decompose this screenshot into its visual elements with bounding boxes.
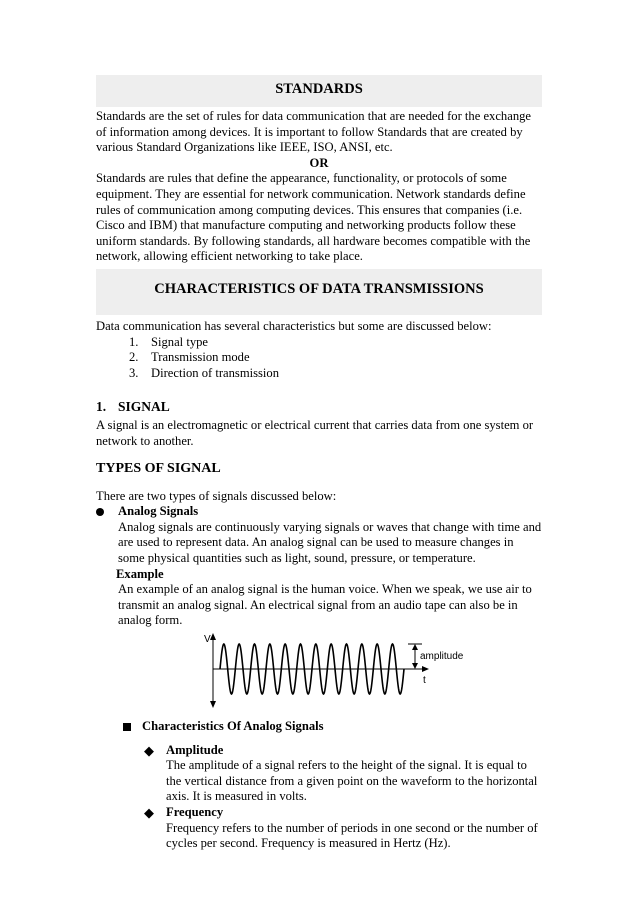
- list-item: 2. Transmission mode: [129, 350, 250, 365]
- analog-characteristics-heading: Characteristics Of Analog Signals: [96, 719, 542, 735]
- amplitude-text: The amplitude of a signal refers to the height of the signal. It is equal to the vertical distance from a given point on the waveform to the horizontal axis. It is measured in volts.: [166, 758, 538, 804]
- t-axis-label: t: [423, 675, 426, 687]
- document-content: [96, 75, 542, 852]
- analog-signals-label: Analog Signals: [118, 504, 199, 519]
- analog-signals-item: [96, 504, 542, 520]
- standards-paragraph-1: Standards are the set of rules for data communication that are needed for the exchange of information among devices. It is important to follow Standards that are created by various Standard Organizations like IEEE, ISO, ANSI, etc.: [96, 109, 532, 155]
- square-bullet-icon: [123, 723, 131, 731]
- amplitude-arrow-up-icon: [412, 644, 418, 650]
- standards-heading: STANDARDS: [96, 75, 542, 107]
- analog-wave-figure: [96, 631, 542, 709]
- diamond-bullet-icon: ◆: [144, 742, 154, 758]
- example-text: An example of an analog signal is the human voice. When we speak, we use air to transmit an analog signal. An electrical signal from an audio tape can also be in analog form.: [118, 582, 532, 628]
- list-item: 1. Signal type: [129, 334, 209, 349]
- characteristics-intro: Data communication has several characteristics but some are discussed below:: [96, 318, 492, 333]
- v-axis-arrow-down-icon: [210, 701, 216, 708]
- signal-heading: 1. SIGNAL: [96, 399, 170, 415]
- example-label: Example: [116, 566, 164, 581]
- analog-wave-svg: [204, 631, 474, 709]
- amplitude-item: ◆ Amplitude: [144, 742, 224, 758]
- frequency-item: ◆ Frequency: [144, 805, 224, 820]
- characteristics-heading: CHARACTERISTICS OF DATA TRANSMISSIONS: [96, 269, 542, 315]
- analog-signals-text: Analog signals are continuously varying signals or waves that change with time and are used to represent data. An analog signal can be used to measure changes in some physical quantities such as light, sound, pressure, or temperature.: [118, 519, 542, 566]
- t-axis-arrow-icon: [422, 666, 429, 672]
- or-separator: OR: [309, 155, 329, 170]
- list-item: 3. Direction of transmission: [129, 365, 280, 380]
- characteristics-list: [96, 335, 542, 382]
- diamond-bullet-icon: ◆: [144, 805, 154, 820]
- signal-definition: A signal is an electromagnetic or electrical current that carries data from one system or network to another.: [96, 417, 534, 448]
- types-of-signal-heading: TYPES OF SIGNAL: [96, 461, 221, 477]
- types-intro: There are two types of signals discussed below:: [96, 488, 337, 503]
- standards-paragraph-2: Standards are rules that define the appearance, functionality, or protocols of some equipment. They are essential for network communication. Network standards define rules of communication among computing devices. This ensures that companies (i.e. Cisco and IBM) that manufacture computing and networking products follow these uniform standards. By following standards, all hardware becomes compatible with the network, allowing efficient networking to take place.: [96, 171, 531, 264]
- amplitude-label: amplitude: [420, 651, 464, 663]
- amplitude-arrow-down-icon: [412, 663, 418, 669]
- v-axis-arrow-up-icon: [210, 633, 216, 640]
- v-axis-label: V: [204, 634, 211, 646]
- frequency-text: Frequency refers to the number of periods in one second or the number of cycles per second. Frequency is measured in Hertz (Hz).: [166, 820, 538, 851]
